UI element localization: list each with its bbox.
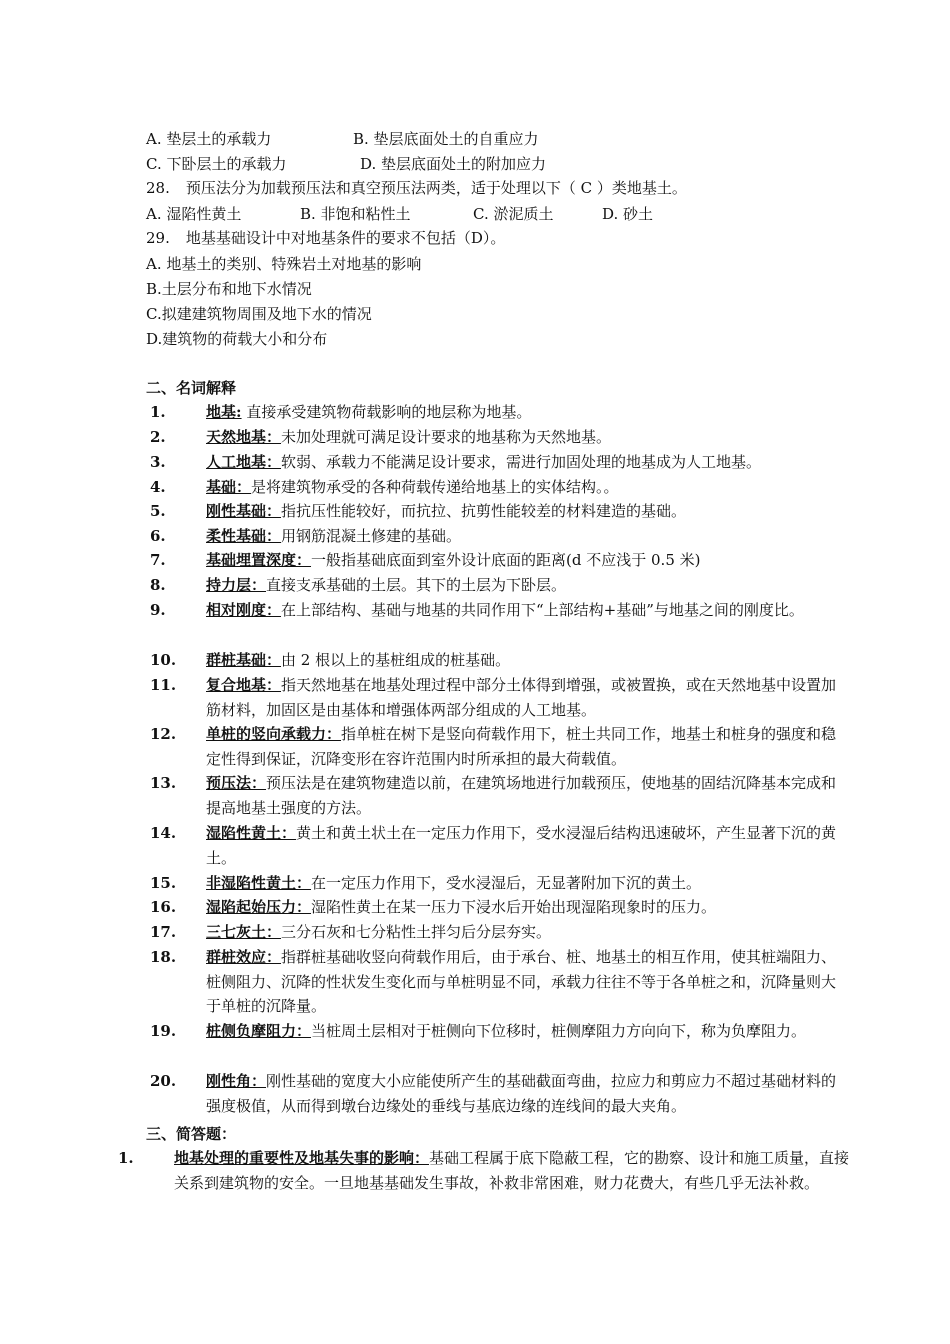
q28-option-a: A. 湿陷性黄土 [146,205,242,223]
q29-option-d: D.建筑物的荷载大小和分布 [146,330,328,348]
definition-number: 16. [150,898,177,916]
definition-number: 4. [150,478,166,496]
definition-number: 14. [150,824,177,842]
definition-number: 7. [150,551,166,569]
definition-item [150,895,848,920]
definition-number: 11. [150,676,177,694]
q27-option-a: A. 垫层土的承载力 [146,130,272,148]
definition-text: 未加处理就可满足设计要求的地基称为天然地基。 [281,428,612,446]
definition-term: 预压法： [206,774,267,792]
q27-option-c: C. 下卧层土的承载力 [146,155,287,173]
definition-term: 柔性基础： [206,527,282,545]
definition-number: 3. [150,453,166,471]
definition-term: 群桩效应： [206,948,282,966]
definition-term: 人工地基： [206,453,282,471]
q29-option-b: B.土层分布和地下水情况 [146,280,312,298]
definition-text: 由 2 根以上的基桩组成的桩基础。 [281,651,511,669]
definition-number: 5. [150,502,166,520]
definition-number: 17. [150,923,177,941]
definition-text: 预压法是在建筑物建造以前，在建筑场地进行加载预压，使地基的固结沉降基本完成和提高地基土强度的方法。 [206,774,837,817]
definition-number: 9. [150,601,166,619]
definition-item [150,425,848,450]
definition-term: 刚性基础： [206,502,282,520]
short-answer-item [118,1146,850,1195]
definition-item [150,821,848,870]
definition-item [150,771,848,820]
definition-item [150,920,848,945]
q29-question [146,228,505,248]
definition-term: 湿陷起始压力： [206,898,312,916]
definition-text: 软弱、承载力不能满足设计要求，需进行加固处理的地基成为人工地基。 [281,453,762,471]
short-answer-number: 1. [118,1149,134,1167]
definition-item [150,573,848,598]
definition-text: 用钢筋混凝土修建的基础。 [281,527,462,545]
definition-term: 三七灰土： [206,923,282,941]
definition-item [150,524,848,549]
definition-text: 三分石灰和七分粘性土拌匀后分层夯实。 [281,923,552,941]
definition-item [150,673,848,722]
definition-text: 一般指基础底面到室外设计底面的距离(d 不应浅于 0.5 米) [311,551,701,569]
definition-term: 刚性角： [206,1072,267,1090]
definition-term: 群桩基础： [206,651,282,669]
definition-number: 19. [150,1022,177,1040]
definition-text: 指群桩基础收竖向荷载作用后，由于承台、桩、地基土的相互作用，使其桩端阻力、桩侧阻力、沉降的性状发生变化而与单桩明显不同，承载力往往不等于各单桩之和，沉降量则大于单桩的沉降量。 [206,948,837,1015]
q28-number: 28. [146,179,170,197]
short-answer-term: 地基处理的重要性及地基失事的影响： [174,1149,430,1167]
definition-number: 15. [150,874,177,892]
definition-text: 指单桩在树下是竖向荷载作用下，桩土共同工作，地基土和桩身的强度和稳定性得到保证，沉降变形在容许范围内时所承担的最大荷载值。 [206,725,837,768]
q28-option-c: C. 淤泥质土 [473,205,554,223]
definition-number: 12. [150,725,177,743]
definition-term: 地基: [206,403,242,421]
definition-number: 6. [150,527,166,545]
definition-term: 单桩的竖向承载力： [206,725,342,743]
definition-term: 基础埋置深度： [206,551,312,569]
definition-item [150,1019,848,1044]
definition-item [150,1069,848,1118]
definition-item [150,598,848,623]
q29-option-c: C.拟建建筑物周围及地下水的情况 [146,305,372,323]
q28-option-d: D. 砂土 [602,205,654,223]
definition-item [150,945,848,1019]
q28-option-b: B. 非饱和粘性土 [300,205,411,223]
definition-item [150,871,848,896]
q28-question [146,178,687,198]
definition-text: 指天然地基在地基处理过程中部分土体得到增强，或被置换，或在天然地基中设置加筋材料，加固区是由基体和增强体两部分组成的人工地基。 [206,676,837,719]
section3-heading: 三、简答题： [146,1125,237,1143]
definition-text: 指抗压性能较好，而抗拉、抗剪性能较差的材料建造的基础。 [281,502,687,520]
definition-item [150,548,848,573]
q29-option-a: A. 地基土的类别、特殊岩土对地基的影响 [146,255,422,273]
definition-item [150,722,848,771]
definition-term: 复合地基： [206,676,282,694]
q27-option-d: D. 垫层底面处土的附加应力 [360,155,547,173]
definition-item [150,499,848,524]
q27-option-b: B. 垫层底面处土的自重应力 [353,130,539,148]
definition-number: 1. [150,403,166,421]
definition-term: 天然地基： [206,428,282,446]
definition-item [150,648,848,673]
definition-text: 在上部结构、基础与地基的共同作用下“上部结构+基础”与地基之间的刚度比。 [281,601,804,619]
definition-text: 直接承受建筑物荷载影响的地层称为地基。 [241,403,532,421]
definition-term: 基础： [206,478,252,496]
definition-term: 非湿陷性黄土： [206,874,312,892]
definition-item [150,475,848,500]
definition-number: 13. [150,774,177,792]
short-answer-text: 基础工程属于底下隐蔽工程，它的勘察、设计和施工质量，直接关系到建筑物的安全。一旦地基基础发生事故，补救非常困难，财力花费大，有些几乎无法补救。 [174,1149,850,1192]
definition-text: 直接支承基础的土层。其下的土层为下卧层。 [266,576,567,594]
q29-number: 29. [146,229,170,247]
definition-term: 桩侧负摩阻力： [206,1022,312,1040]
definition-number: 18. [150,948,177,966]
section2-heading: 二、名词解释 [146,379,237,397]
definition-number: 10. [150,651,177,669]
definition-term: 持力层： [206,576,267,594]
definition-text: 是将建筑物承受的各种荷载传递给地基上的实体结构。。 [251,478,619,496]
definition-number: 20. [150,1072,177,1090]
definition-text: 当桩周土层相对于桩侧向下位移时，桩侧摩阻力方向向下，称为负摩阻力。 [311,1022,807,1040]
q29-text: 地基基础设计中对地基条件的要求不包括（D）。 [185,229,506,247]
definition-item [150,450,848,475]
definition-text: 黄土和黄土状土在一定压力作用下，受水浸湿后结构迅速破坏，产生显著下沉的黄土。 [206,824,837,867]
definition-term: 相对刚度： [206,601,282,619]
definition-number: 8. [150,576,166,594]
definition-text: 刚性基础的宽度大小应能使所产生的基础截面弯曲，拉应力和剪应力不超过基础材料的强度极值，从而得到墩台边缘处的垂线与基底边缘的连线间的最大夹角。 [206,1072,837,1115]
definition-item [150,400,848,425]
definition-term: 湿陷性黄土： [206,824,297,842]
definition-number: 2. [150,428,166,446]
definition-text: 在一定压力作用下，受水浸湿后，无显著附加下沉的黄土。 [311,874,702,892]
definition-text: 湿陷性黄土在某一压力下浸水后开始出现湿陷现象时的压力。 [311,898,717,916]
q28-text: 预压法分为加载预压法和真空预压法两类，适于处理以下（ C ）类地基土。 [185,179,687,197]
